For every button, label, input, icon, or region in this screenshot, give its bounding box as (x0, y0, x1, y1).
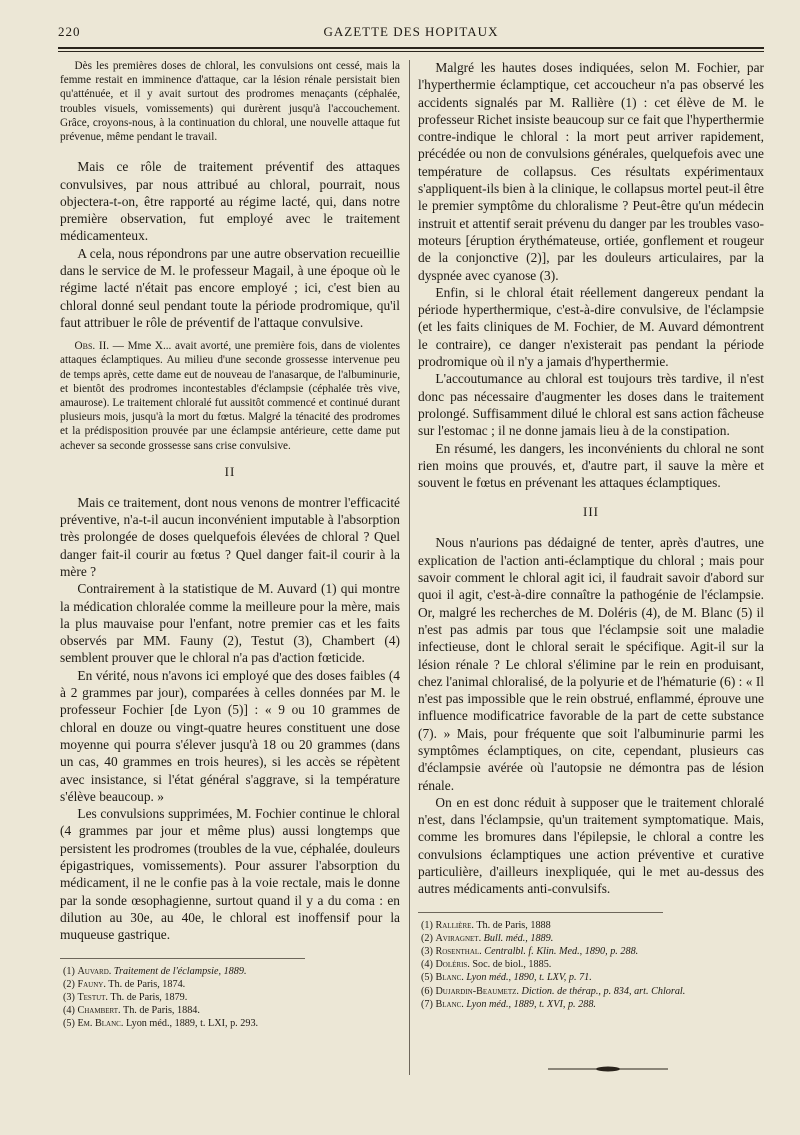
footnote: (2) Fauny. Th. de Paris, 1874. (63, 978, 186, 990)
footnote: (4) Chambert. Th. de Paris, 1884. (63, 1005, 200, 1017)
page-number: 220 (58, 24, 81, 39)
footnote: (2) Aviragnet. Bull. méd., 1889. (421, 932, 554, 944)
footnote: (3) Testut. Th. de Paris, 1879. (63, 991, 188, 1003)
observation-label: Obs. II. (74, 340, 110, 353)
left-paragraph-5: Contrairement à la statistique de M. Auvard (1) qui montre la médication chloralée comme la meilleure pour la mère, mais la plus mauvaise pour l'enfant, notre premier cas et les faits observés par MM. Fauny (2), Testut (3), Chambert (4) semblent prouver que le chloral n'a pas d'action fœticide. (60, 581, 400, 666)
right-paragraph-6: On en est donc réduit à supposer que le traitement chloralé n'est, dans l'éclampsie, qu'un traitement symptomatique. Mais, comme les bromures dans l'épilepsie, le chloral a contre les convulsions éclamptiques une action préventive et curative particulière, d'ailleurs inexpliquée, qui le met au-dessus des autres médicaments anti-convulsifs. (418, 794, 764, 897)
end-ornament-icon (548, 1064, 668, 1074)
observation-text: — Mme X... avait avorté, une première fois, dans de violentes attaques éclamptiques. Au milieu d'une seconde grossesse intervenue peu de temps après, cette dame eut de nouveau de l'anasarque, de l'albuminurie, et bientôt des prodromes incontestables d'éclampsie (céphalée très vive, amaurose). Le traitement chloralé fut aussitôt commencé et continué durant plusieurs mois, jusqu'à la mort du fœtus. Malgré la ténacité des prodromes et la prédisposition prouvée par une éclampsie antérieure, cette dame put achever sa seconde grossesse sans crise convulsive. (60, 340, 400, 452)
footnote: (3) Rosenthal. Centralbl. f. Klin. Med., 1890, p. 288. (421, 946, 639, 958)
left-paragraph-7: Les convulsions supprimées, M. Fochier continue le chloral (4 grammes par jour et même plus) aussi longtemps que persistent les prodromes (troubles de la vue, céphalée, douleurs épigastriques, vomissements). Pour assurer l'absorption du médicament, il ne le confie pas à la voie rectale, mais le donne par la sonde œsophagienne, surtout quand il y a du coma : en dilution au 30e, au 40e, le chloral est inoffensif pour la muqueuse gastrique. (60, 806, 400, 943)
right-footnotes (418, 919, 764, 1011)
footnote: (1) Rallière. Th. de Paris, 1888 (421, 919, 551, 931)
left-paragraph-6: En vérité, nous n'avons ici employé que des doses faibles (4 à 2 grammes par jour), comparées à celles données par M. le professeur Fochier [de Lyon (5)] : « 9 ou 10 grammes de chloral en douze ou vingt-quatre heures constituent une dose moyenne qui pourra s'élever jusqu'à 18 ou 20 grammes (dans un cas, 40 grammes en trois heures), si les accès se répètent avec insistance, si l'état général s'aggrave, si la température s'élève beaucoup. » (60, 667, 400, 804)
observation-ii (60, 339, 400, 453)
header-rule-thin (58, 51, 764, 52)
page-header (58, 24, 764, 42)
right-paragraph-4: En résumé, les dangers, les inconvénients du chloral ne sont rien moins que prouvés, et, d'autre part, il sauve la mère et souvent le fœtus en prévenant les attaques éclamptiques. (418, 440, 764, 491)
left-paragraph-3: A cela, nous répondrons par une autre observation recueillie dans le service de M. le professeur Magail, à une époque où le régime lacté n'était pas encore employé ; ici, c'est bien au chloral donné seul pendant toute la période prodromique, qu'il faut attribuer le rôle de préventif de l'attaque convulsive. (60, 245, 400, 330)
right-paragraph-2: Enfin, si le chloral était réellement dangereux pendant la période hyperthermique, c'est-à-dire convulsive, de l'éclampsie (et les faits cliniques de M. Fochier, de M. Auvard démontrent le contraire), ce danger n'existerait pas pendant la période prodromique où il n'y a jamais d'hyperthermie. (418, 284, 764, 370)
section-heading-ii: II (224, 463, 236, 479)
journal-title: GAZETTE DES HOPITAUX (323, 24, 499, 39)
footnote: (7) Blanc. Lyon méd., 1889, t. XVI, p. 288. (421, 998, 596, 1010)
footnote: (1) Auvard. Traitement de l'éclampsie, 1889. (63, 965, 247, 977)
right-paragraph-5: Nous n'aurions pas dédaigné de tenter, après d'autres, une explication de l'action anti-éclamptique du chloral ; mais pour savoir comment le chloral agit ici, il faudrait savoir d'abord sur quoi il agit, c'est-à-dire connaître la pathogénie de l'éclampsie. Or, malgré les recherches de M. Doléris (4), de M. Blanc (5) il n'est pas admis par tous que l'éclampsie soit une maladie infectieuse, dont le chloral serait le spécifique. Agit-il sur la lésion rénale ? Le chloral s'élimine par le rein en produisant, chez l'animal chloralisé, de la polyurie et de l'hématurie (6) : « Il n'est pas impossible que le rein obstrué, enflammé, éprouve une influence modificatrice favorable de la part de cette substance (7). » Mais, pour fréquente que soit l'albuminurie parmi les symptômes éclamptiques, on cite, cependant, plusieurs cas d'éclampsie avérée où l'autopsie ne démontra pas de lésion rénale. (418, 535, 764, 793)
left-column (60, 59, 400, 1031)
left-paragraph-2: Mais ce rôle de traitement préventif des attaques convulsives, par nous attribué au chloral, pourrait, nous objectera-t-on, être rapporté au régime lacté, qui, dans notre première observation, fut employé avec le traitement médicamenteux. (60, 159, 400, 244)
footnote: (5) Em. Blanc. Lyon méd., 1889, t. LXI, p. 293. (63, 1018, 259, 1030)
right-paragraph-1: Malgré les hautes doses indiquées, selon M. Fochier, par l'hyperthermie éclamptique, cet accoucheur n'a pas observé les accidents signalés par M. Rallière (1) : cet élève de M. le professeur Richet insiste beaucoup sur ce fait que l'hyperthermie contre-indique le chloral : la mort peut arriver rapidement, précédée ou non de convulsions générales, quelquefois avec une température de collapsus. Ces résultats expérimentaux s'appliquent-ils bien à la clinique, le collapsus mortel peut-il être le premier symptôme du chloralisme ? Peut-être qu'un médecin instruit et attentif serait prévenu du danger par les troubles vaso-moteurs [éruption érythémateuse, ortiée, gonflement et rougeur de la conjonctive (2)], par les douleurs articulaires, par la dyspnée avec cyanose (3). (418, 60, 765, 283)
footnote: (6) Dujardin-Beaumetz. Diction. de thérap., p. 834, art. Chloral. (421, 985, 686, 997)
right-column (418, 59, 764, 1011)
footnote: (4) Doléris. Soc. de biol., 1885. (421, 959, 552, 971)
footnote: (5) Blanc. Lyon méd., 1890, t. LXV, p. 71. (421, 972, 592, 984)
left-paragraph-1: Dès les premières doses de chloral, les convulsions ont cessé, mais la femme restait en imminence d'attaque, car la lésion rénale persistait bien qu'atténuée, et il y avait surtout des prodromes menaçants (céphalée, troubles visuels, vomissements) qui durèrent jusqu'à l'accouchement. Grâce, croyons-nous, à la continuation du chloral, une nouvelle attaque fut prévenue, même pendant le travail. (60, 60, 400, 144)
left-paragraph-4: Mais ce traitement, dont nous venons de montrer l'efficacité préventive, n'a-t-il aucun inconvénient imputable à l'absorption très prolongée de doses quelquefois élevées de chloral ? Quel danger fait-il courir au fœtus ? Quel danger fait-il courir à la mère ? (60, 494, 400, 579)
section-heading-iii: III (583, 504, 599, 520)
header-rule-thick (58, 47, 764, 49)
right-paragraph-3: L'accoutumance au chloral est toujours très tardive, il n'est donc pas nécessaire d'augmenter les doses dans le traitement prolongé. Suffisamment dilué le chloral est sans action fâcheuse sur l'estomac ; il ne donne jamais lieu à de la constipation. (418, 371, 764, 439)
left-footnotes (60, 965, 400, 1031)
column-divider (409, 60, 410, 1075)
